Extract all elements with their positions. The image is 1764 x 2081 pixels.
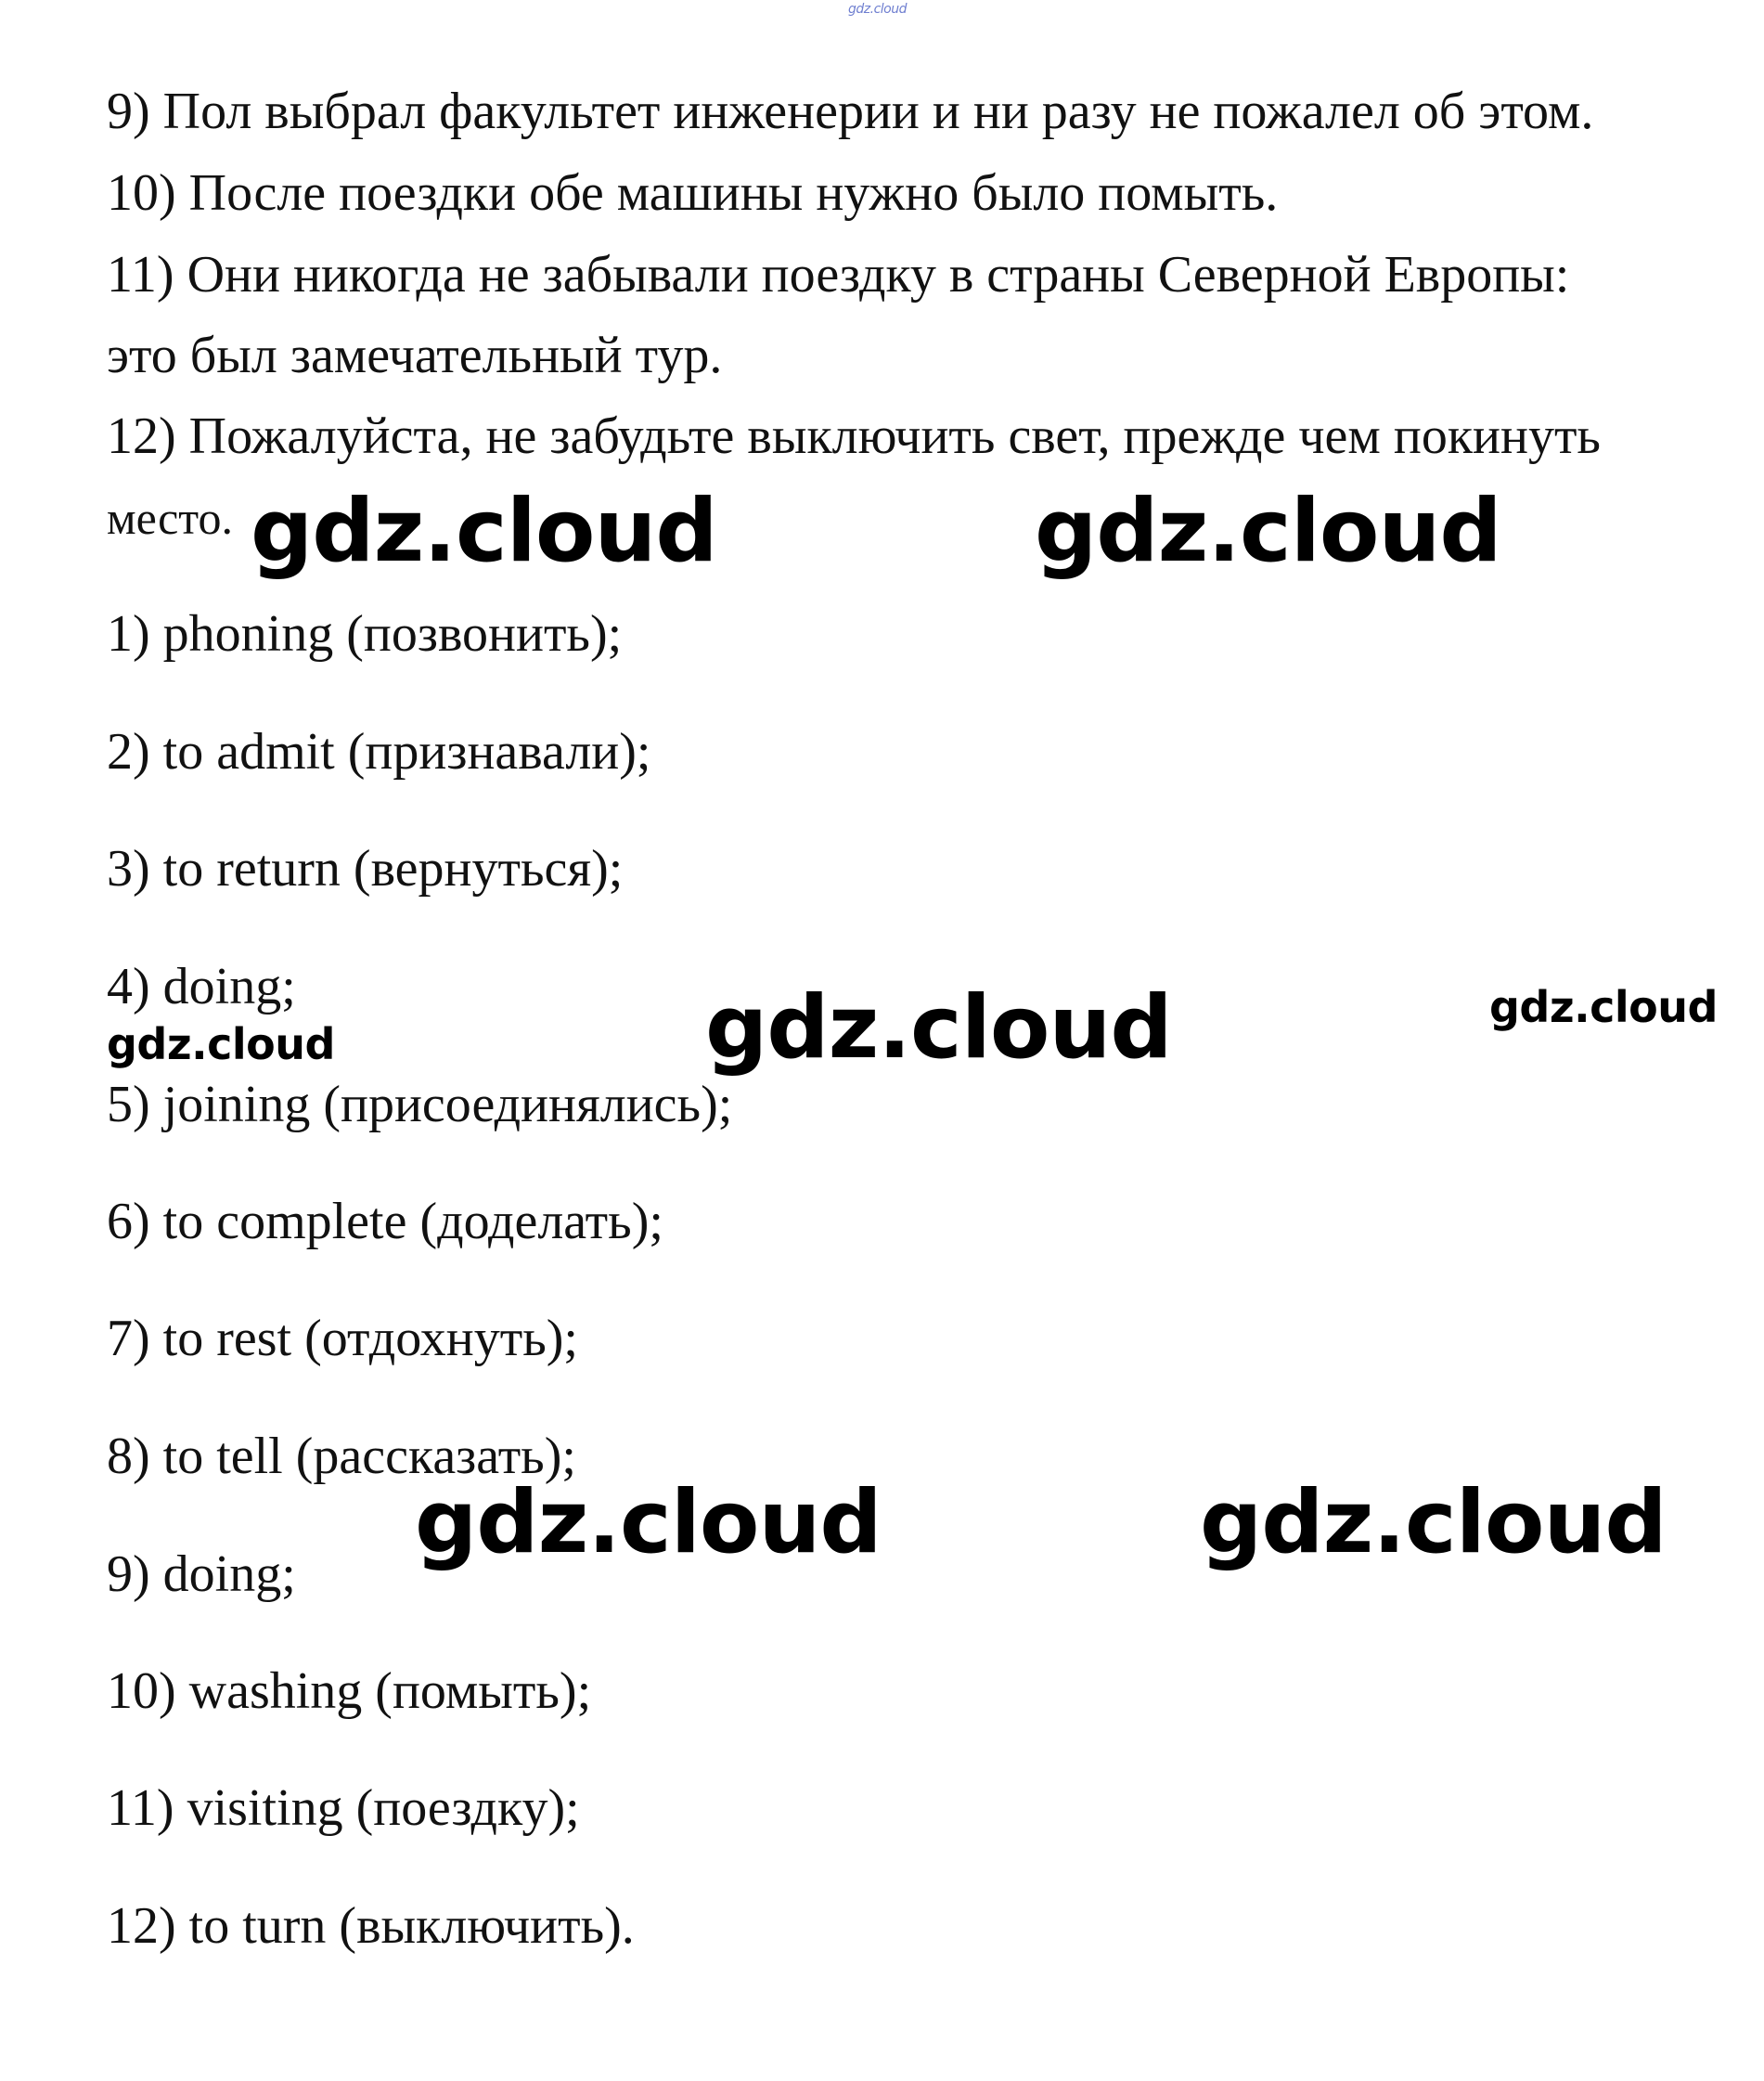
answer-5: 5) joining (присоединялись); [107, 1076, 733, 1133]
watermark: gdz.cloud [251, 481, 717, 582]
translation-line-9: 9) Пол выбрал факультет инженерии и ни разу не пожалел об этом. [107, 83, 1594, 140]
answer-6: 6) to complete (доделать); [107, 1193, 663, 1250]
translation-line-11: 11) Они никогда не забывали поездку в страны Северной Европы: [107, 246, 1570, 304]
answer-12: 12) to turn (выключить). [107, 1897, 635, 1955]
translation-line-12: 12) Пожалуйста, не забудьте выключить свет, прежде чем покинуть [107, 407, 1601, 465]
answer-10: 10) washing (помыть); [107, 1662, 592, 1720]
answer-1: 1) phoning (позвонить); [107, 605, 623, 663]
watermark: gdz.cloud [1200, 1472, 1667, 1573]
answer-11: 11) visiting (поездку); [107, 1779, 580, 1837]
answer-4: 4) doing; [107, 958, 296, 1015]
top-watermark: gdz.cloud [848, 2, 907, 17]
answer-8: 8) to tell (рассказать); [107, 1428, 576, 1485]
watermark: gdz.cloud [107, 1019, 335, 1069]
watermark: gdz.cloud [415, 1472, 882, 1573]
answer-2: 2) to admit (признавали); [107, 723, 651, 781]
answer-3: 3) to return (вернуться); [107, 840, 624, 898]
answer-9: 9) doing; [107, 1545, 296, 1603]
translation-line-10: 10) После поездки обе машины нужно было помыть. [107, 164, 1279, 222]
translation-line-11-cont: это был замечательный тур. [107, 327, 723, 384]
watermark: gdz.cloud [705, 977, 1172, 1079]
watermark: gdz.cloud [1035, 481, 1501, 582]
translation-line-12-cont: место. [107, 492, 233, 544]
answer-7: 7) to rest (отдохнуть); [107, 1310, 578, 1367]
watermark: gdz.cloud [1489, 982, 1718, 1032]
